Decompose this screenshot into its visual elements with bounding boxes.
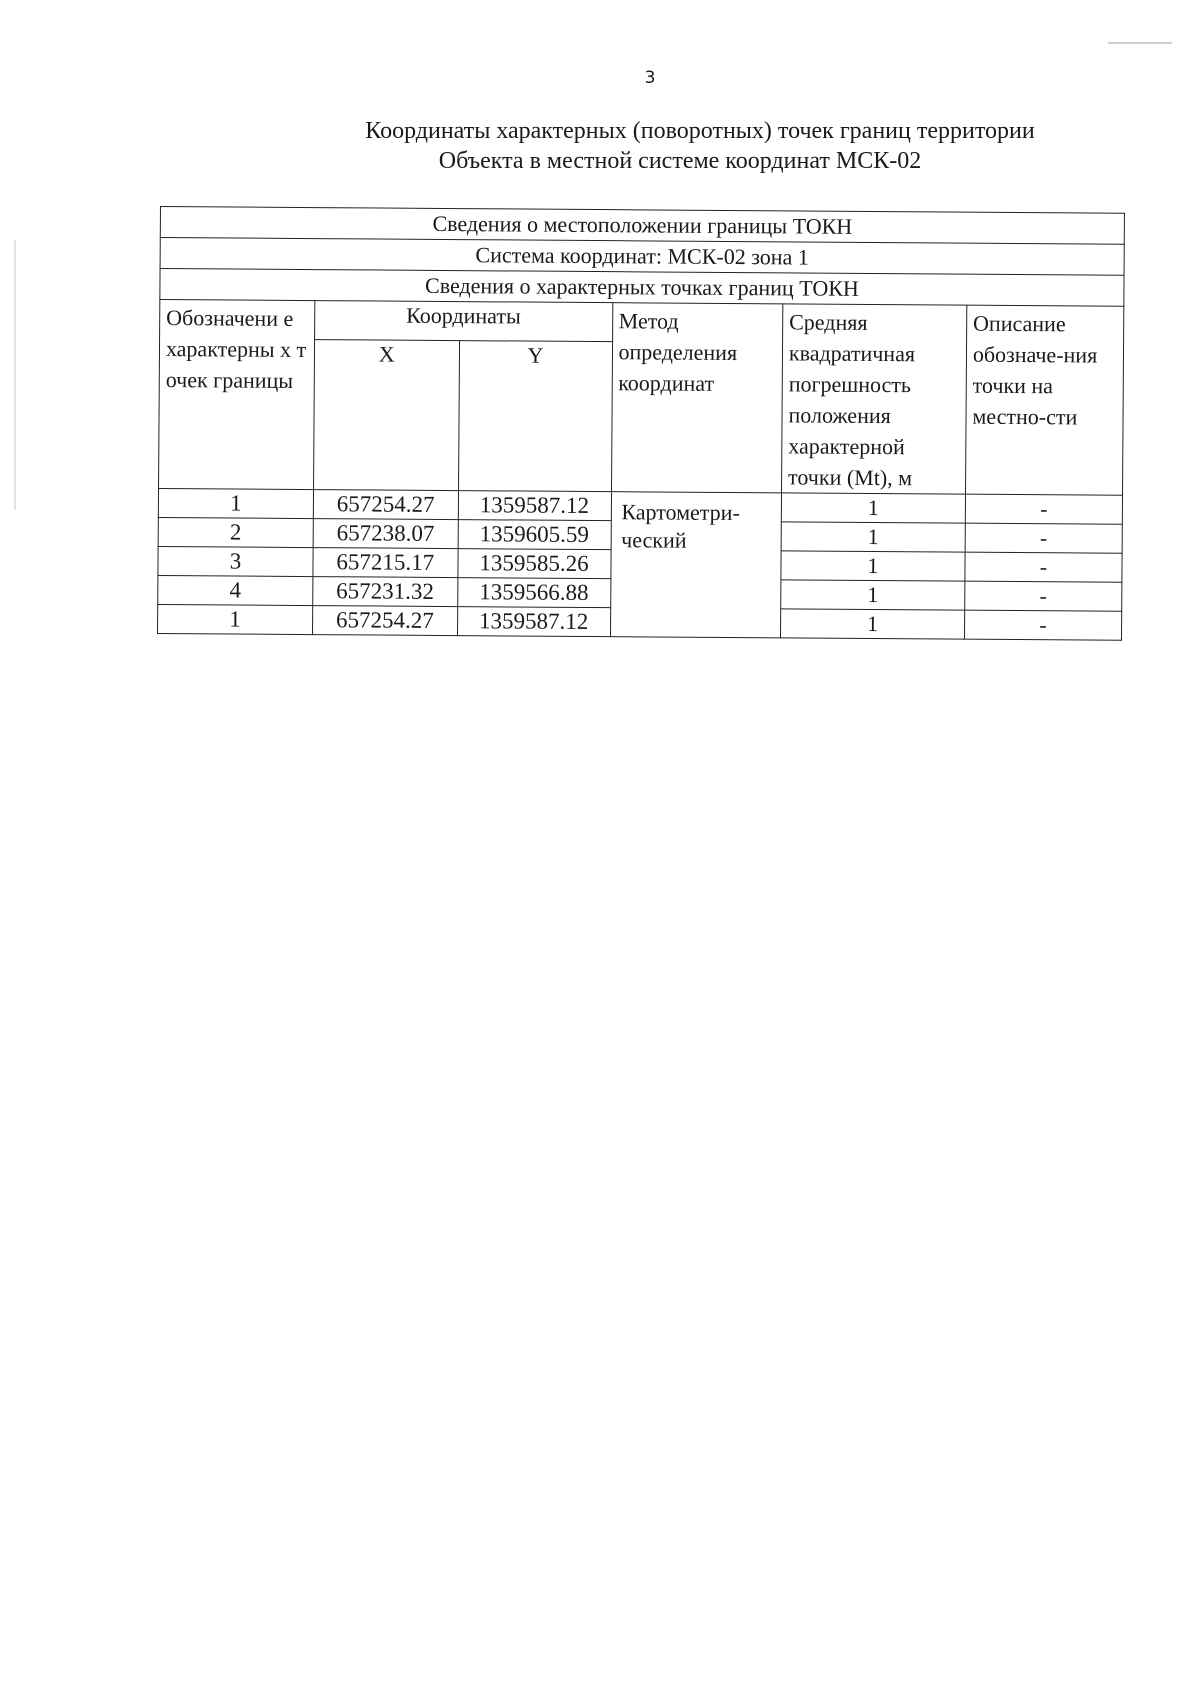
description-value: -	[965, 494, 1122, 524]
column-header-designation: Обозначени е характерны х точек границы	[159, 300, 315, 490]
column-header-method: Метод определения координат	[611, 303, 783, 493]
title-line-1: Координаты характерных (поворотных) точек границ территории	[365, 118, 1035, 144]
points-header: Сведения о характерных точках границ ТОКН	[160, 269, 1124, 307]
description-value: -	[965, 581, 1122, 611]
description-value: -	[965, 552, 1122, 582]
column-header-y: Y	[458, 341, 612, 492]
error-value: 1	[781, 493, 965, 523]
description-value: -	[964, 610, 1121, 640]
title-line-2: Объекта в местной системе координат МСК-02	[438, 148, 922, 174]
column-header-row	[160, 300, 1124, 346]
point-number: 2	[158, 517, 313, 547]
coordinate-system-header: Система координат: МСК-02 зона 1	[160, 238, 1124, 276]
point-number: 1	[158, 488, 313, 518]
coordinate-y: 1359585.26	[458, 549, 611, 579]
coordinates-table	[157, 206, 1125, 641]
page-number: 3	[644, 68, 656, 88]
coordinate-y: 1359605.59	[458, 520, 611, 550]
point-number: 4	[158, 575, 313, 605]
column-header-x: X	[313, 340, 459, 491]
coordinate-y: 1359566.88	[457, 578, 610, 608]
coordinate-x: 657254.27	[313, 490, 458, 520]
coordinate-x: 657215.17	[313, 548, 458, 578]
error-value: 1	[780, 609, 964, 639]
coordinate-y: 1359587.12	[458, 491, 611, 521]
description-value: -	[965, 523, 1122, 553]
point-number: 3	[158, 546, 313, 576]
method-value: Картометри-ческий	[610, 492, 781, 638]
document-title	[200, 116, 1200, 176]
point-number: 1	[158, 604, 313, 634]
coordinate-x: 657238.07	[313, 519, 458, 549]
error-value: 1	[781, 580, 965, 610]
error-value: 1	[781, 551, 965, 581]
section-header: Сведения о местоположении границы ТОКН	[160, 207, 1124, 245]
error-value: 1	[781, 522, 965, 552]
coordinate-x: 657254.27	[312, 606, 457, 636]
coordinate-x: 657231.32	[313, 577, 458, 607]
coordinates-table-wrapper	[157, 206, 1125, 641]
scan-artifact-edge	[14, 240, 16, 510]
column-header-error: Средняя квадратичная погрешность положения характерной точки (Mt), м	[781, 304, 966, 494]
column-header-coordinates: Координаты	[315, 301, 613, 342]
column-header-description: Описание обозначе-ния точки на местно-сти	[965, 305, 1123, 495]
coordinate-y: 1359587.12	[457, 607, 610, 637]
scan-artifact-mark	[1108, 42, 1172, 44]
